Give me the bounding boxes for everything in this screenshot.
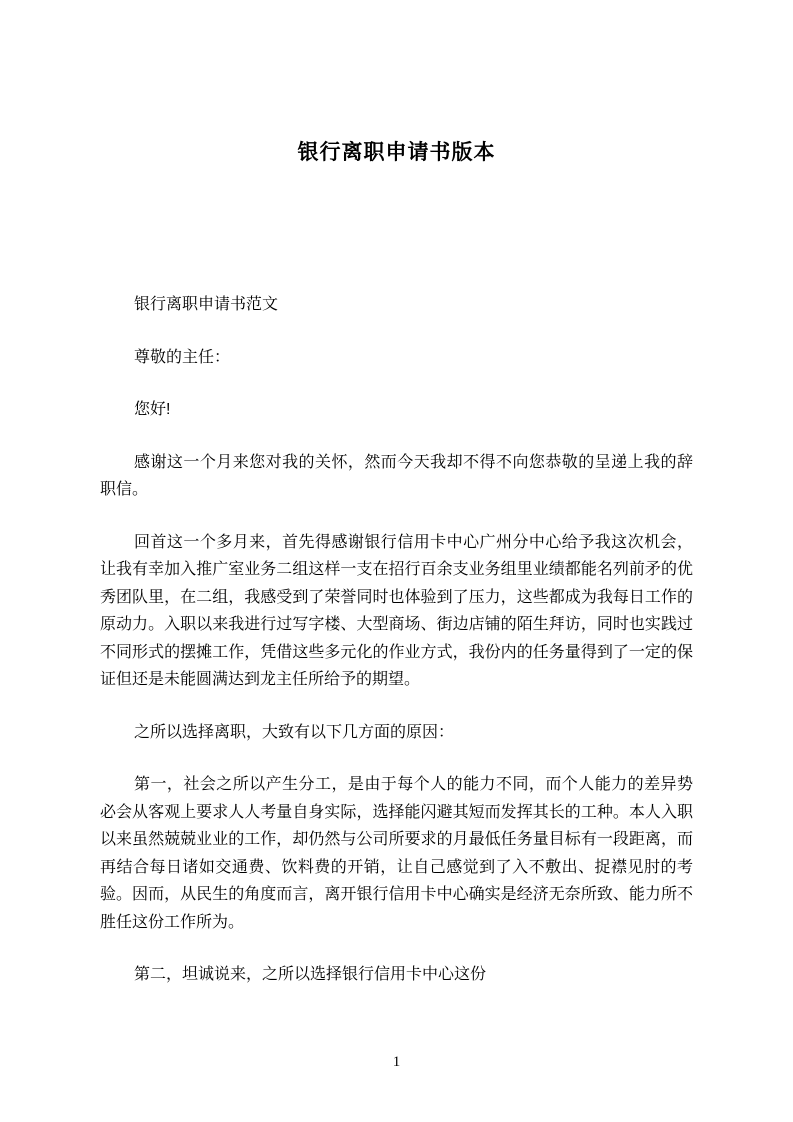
paragraph-subtitle: 银行离职申请书范文 bbox=[134, 296, 279, 313]
paragraph-body-4: 第一，社会之所以产生分工，是由于每个人的能力不同，而个人能力的差异势必会从客观上要求人人考量自身实际，选择能闪避其短而发挥其长的工种。本人入职以来虽然兢兢业业的工作，却仍然与公司所要求的月最低任务量目标有一段距离，而再结合每日诸如交通费、饮料费的开销，让自己感觉到了入不敷出、捉襟见肘的考验。因而，从民生的角度而言，离开银行信用卡中心确实是经济无奈所致、能力所不胜任这份工作所为。 bbox=[100, 776, 693, 931]
paragraph-body-1: 感谢这一个月来您对我的关怀，然而今天我却不得不向您恭敬的呈递上我的辞职信。 bbox=[100, 453, 693, 498]
paragraph-salutation: 尊敬的主任： bbox=[134, 348, 231, 366]
paragraph-body-5: 第二，坦诚说来，之所以选择银行信用卡中心这份 bbox=[134, 966, 487, 983]
page-number: 1 bbox=[392, 1054, 401, 1070]
document-title: 银行离职申请书版本 bbox=[297, 141, 496, 164]
paragraph-body-2: 回首这一个多月来，首先得感谢银行信用卡中心广州分中心给予我这次机会，让我有幸加入推广室业务二组这样一支在招行百余支业务组里业绩都能名列前矛的优秀团队里，在二组，我感受到了荣誉同时也体验到了压力，这些都成为我每日工作的原动力。入职以来我进行过写字楼、大型商场、街边店铺的陌生拜访，同时也实践过不同形式的摆摊工作，凭借这些多元化的作业方式，我份内的任务量得到了一定的保证但还是未能圆满达到龙主任所给予的期望。 bbox=[100, 533, 693, 688]
document-content bbox=[100, 0, 693, 1014]
paragraph-greeting: 您好! bbox=[134, 401, 171, 418]
paragraph-body-3: 之所以选择离职，大致有以下几方面的原因： bbox=[134, 723, 455, 741]
